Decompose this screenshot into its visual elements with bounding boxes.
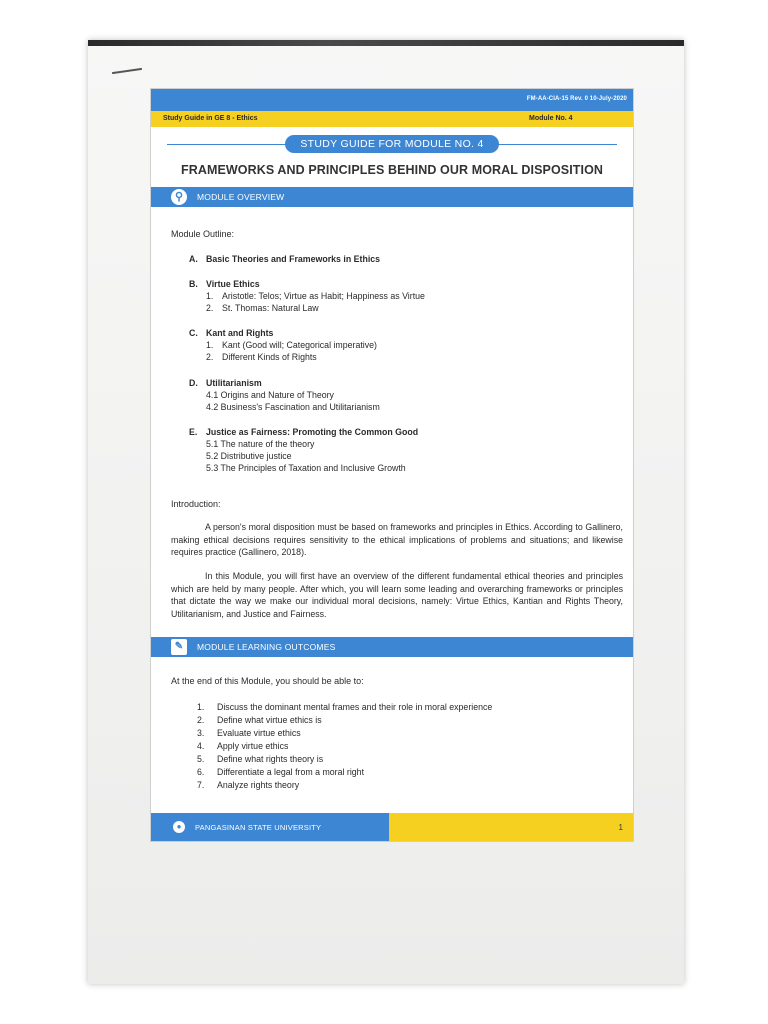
document-page: [150, 88, 634, 842]
outline-item: 5.1 The nature of the theory: [206, 439, 315, 449]
outline-section-title: Kant and Rights: [206, 328, 274, 338]
footer-yellow-band: [389, 813, 633, 841]
outcome-num: 2.: [197, 715, 205, 725]
outline-item-num: 1.: [206, 340, 214, 350]
outcome-num: 4.: [197, 741, 205, 751]
outline-item-num: 2.: [206, 303, 214, 313]
outline-letter: E.: [189, 427, 198, 437]
search-icon: ⚲: [171, 189, 187, 205]
outline-item: Aristotle: Telos; Virtue as Habit; Happiness as Virtue: [222, 291, 425, 301]
header-yellow-band: [151, 111, 633, 127]
module-overview-bar: [151, 187, 633, 207]
learning-outcomes-bar: [151, 637, 633, 657]
photo-edge: [88, 40, 684, 46]
course-name: Study Guide in GE 8 - Ethics: [163, 115, 258, 122]
outline-section-title: Justice as Fairness: Promoting the Common Good: [206, 427, 419, 437]
outline-letter: A.: [189, 254, 198, 264]
outline-section-title: Virtue Ethics: [206, 279, 260, 289]
outline-item: 5.2 Distributive justice: [206, 451, 292, 461]
outcome-num: 5.: [197, 754, 205, 764]
outline-item-num: 2.: [206, 352, 214, 362]
outline-label: Module Outline:: [171, 229, 235, 239]
page-title: FRAMEWORKS AND PRINCIPLES BEHIND OUR MORAL DISPOSITION: [180, 163, 604, 177]
outline-section-title: Basic Theories and Frameworks in Ethics: [206, 254, 381, 264]
outline-section-title: Utilitarianism: [206, 378, 262, 388]
outcome-item: Evaluate virtue ethics: [217, 728, 301, 738]
outcome-num: 6.: [197, 767, 205, 777]
introduction-paragraph: In this Module, you will first have an overview of the different fundamental ethical theories and principles which are held by many people. After which, you will learn some leading and overarching frameworks or principles that dictate the way we make our individual moral decisions, namely: Virtue Ethics, Kantian and Rights Theory, Utilitarianism, and Justice and Fairness.: [171, 571, 623, 619]
university-seal-icon: ●: [173, 821, 185, 833]
outcome-item: Define what virtue ethics is: [217, 715, 322, 725]
edit-icon: ✎: [171, 639, 187, 655]
outcome-item: Analyze rights theory: [217, 780, 300, 790]
outline-letter: B.: [189, 279, 198, 289]
module-number: Module No. 4: [529, 115, 573, 122]
outline-item: 4.2 Business's Fascination and Utilitarianism: [206, 402, 380, 412]
outline-item: 4.1 Origins and Nature of Theory: [206, 390, 334, 400]
outline-letter: D.: [189, 378, 198, 388]
outline-item: Kant (Good will; Categorical imperative): [222, 340, 377, 350]
outcome-num: 3.: [197, 728, 205, 738]
outcome-item: Differentiate a legal from a moral right: [217, 767, 365, 777]
form-code: FM-AA-CIA-15 Rev. 0 10-July-2020: [526, 96, 627, 102]
outline-item: 5.3 The Principles of Taxation and Inclusive Growth: [206, 463, 406, 473]
outline-item: Different Kinds of Rights: [222, 352, 317, 362]
outcome-num: 1.: [197, 702, 205, 712]
introduction-paragraph: A person's moral disposition must be based on frameworks and principles in Ethics. According to Gallinero, making ethical decisions requires sensitivity to the ethical implications of problems and situations; and likewise requires practice (Gallinero, 2018).: [171, 522, 623, 558]
outcomes-lead: At the end of this Module, you should be able to:: [171, 676, 364, 686]
outcome-item: Apply virtue ethics: [217, 741, 289, 751]
learning-outcomes-heading: MODULE LEARNING OUTCOMES: [197, 642, 336, 652]
header-blue-band: [151, 89, 633, 111]
study-guide-title: STUDY GUIDE FOR MODULE NO. 4: [285, 135, 499, 153]
outline-item: St. Thomas: Natural Law: [222, 303, 319, 313]
outline-letter: C.: [189, 328, 198, 338]
introduction-label: Introduction:: [171, 499, 221, 509]
page-number: 1: [618, 823, 623, 832]
university-name: PANGASINAN STATE UNIVERSITY: [195, 823, 322, 832]
page-footer: [151, 813, 633, 841]
outline-item-num: 1.: [206, 291, 214, 301]
outcome-item: Define what rights theory is: [217, 754, 324, 764]
outcome-num: 7.: [197, 780, 205, 790]
outcome-item: Discuss the dominant mental frames and their role in moral experience: [217, 702, 493, 712]
module-overview-heading: MODULE OVERVIEW: [197, 192, 285, 202]
